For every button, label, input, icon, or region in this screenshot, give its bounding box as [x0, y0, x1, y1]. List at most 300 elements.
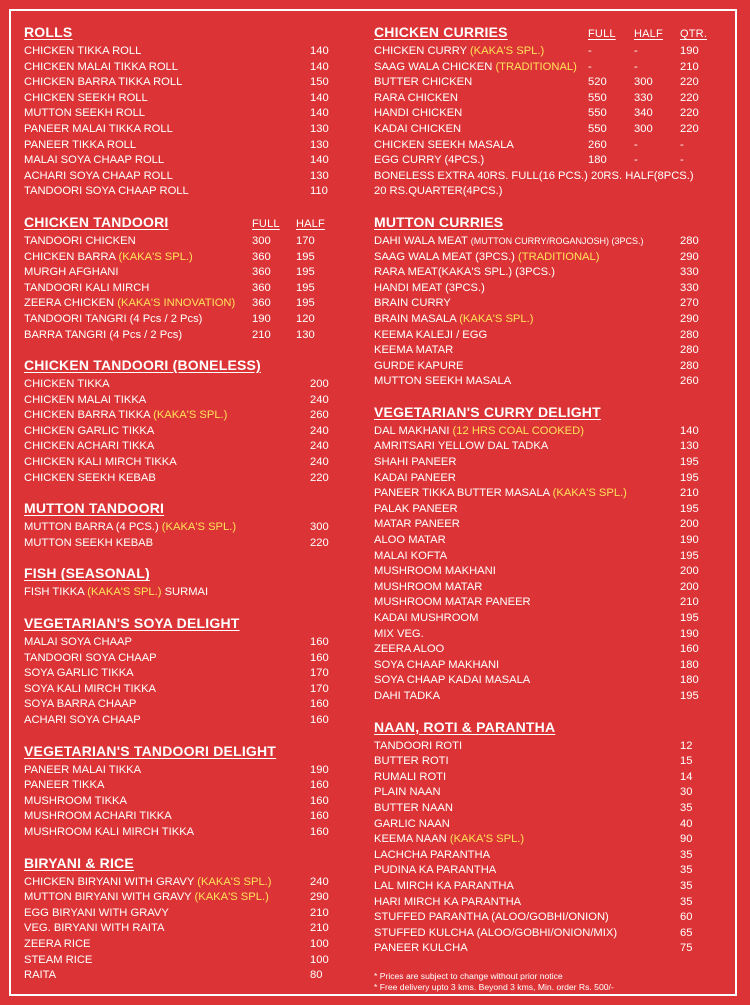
- menu-section: [24, 24, 340, 200]
- menu-item-name: [24, 682, 310, 698]
- menu-item-name: [374, 424, 680, 440]
- section-title-text: MUTTON TANDOORI: [24, 500, 165, 517]
- item-name-text: CHICKEN SEEKH MASALA: [374, 138, 514, 151]
- menu-item-name: [374, 611, 680, 627]
- item-name-text: ALOO MATAR: [374, 534, 446, 547]
- item-price: [310, 585, 340, 601]
- item-price: 190: [680, 627, 699, 640]
- menu-item: [374, 564, 712, 580]
- menu-item-name: [374, 879, 680, 895]
- menu-item: [374, 439, 712, 455]
- menu-section: [374, 214, 712, 390]
- menu-item-name: [24, 393, 310, 409]
- item-price: 360: [252, 297, 271, 310]
- menu-item: [24, 328, 340, 344]
- menu-item: [24, 763, 340, 779]
- item-price: 195: [296, 266, 315, 279]
- item-price: 35: [680, 801, 693, 814]
- menu-item: [374, 471, 712, 487]
- item-price: 550: [588, 91, 607, 104]
- menu-item-name: [374, 848, 680, 864]
- menu-item: [374, 673, 712, 689]
- menu-item-name: [24, 953, 310, 969]
- item-price: 220: [310, 471, 329, 484]
- item-special-tag: (KAKA'S SPL.): [469, 45, 545, 57]
- menu-item-name: [24, 153, 310, 169]
- item-special-tag: (KAKA'S SPL.): [459, 312, 534, 325]
- item-price: 180: [680, 658, 699, 671]
- menu-item-name: [24, 713, 310, 729]
- item-price: 120: [296, 312, 315, 325]
- item-price: 35: [680, 895, 693, 908]
- item-name-text: HARI MIRCH KA PARANTHA: [374, 895, 522, 908]
- item-price: 260: [588, 138, 607, 151]
- section-title-text: VEGETARIAN'S SOYA DELIGHT: [24, 615, 240, 632]
- menu-item-name: [24, 666, 310, 682]
- menu-item: [374, 580, 712, 596]
- item-price: 150: [310, 76, 329, 89]
- item-price: 290: [680, 250, 699, 263]
- item-price: 240: [310, 440, 329, 453]
- item-name-text: TANDOORI ROTI: [374, 739, 463, 752]
- menu-item-name: [374, 343, 680, 359]
- item-name-text: MUSHROOM ACHARI TIKKA: [24, 810, 172, 823]
- item-price: 280: [680, 344, 699, 357]
- item-name-text: PALAK PANEER: [374, 502, 458, 515]
- item-name-text: TANDOORI SOYA CHAAP: [24, 651, 157, 664]
- menu-item: [24, 794, 340, 810]
- menu-item-name: [24, 585, 310, 601]
- item-price: 210: [252, 328, 271, 341]
- item-price: 200: [310, 378, 329, 391]
- item-price: -: [634, 138, 638, 151]
- menu-item-name: [24, 875, 310, 891]
- menu-item-name: [24, 281, 252, 297]
- menu-item-name: [24, 424, 310, 440]
- item-name-text: TANDOORI SOYA CHAAP ROLL: [24, 185, 189, 198]
- menu-item-name: [24, 169, 310, 185]
- section-title-text: CHICKEN TANDOORI: [24, 213, 169, 230]
- section-title: [24, 855, 340, 871]
- menu-item-name: [374, 359, 680, 375]
- menu-item: [374, 517, 712, 533]
- item-name-text: RARA CHICKEN: [374, 91, 458, 104]
- menu-item-name: [374, 770, 680, 786]
- item-name-suffix: SURMAI: [161, 586, 209, 599]
- section-column-headers: [252, 218, 340, 230]
- item-name-text: MUTTON BARRA (4 PCS.): [24, 521, 159, 534]
- item-name-text: DAHI TADKA: [374, 689, 441, 702]
- menu-item: [374, 926, 712, 942]
- item-price: 290: [310, 891, 329, 904]
- item-name-text: BUTTER NAAN: [374, 801, 453, 814]
- menu-item: [374, 801, 712, 817]
- item-name-text: SAAG WALA MEAT (3PCS.): [374, 250, 515, 263]
- item-name-text: CHICKEN KALI MIRCH TIKKA: [24, 456, 177, 469]
- item-price: 200: [680, 518, 699, 531]
- menu-item-name: [374, 265, 680, 281]
- menu-item: [374, 611, 712, 627]
- menu-item-name: [24, 778, 310, 794]
- item-name-text: STUFFED KULCHA (ALOO/GOBHI/ONION/MIX): [374, 926, 618, 939]
- item-price: 160: [310, 698, 329, 711]
- menu-item-name: [374, 502, 680, 518]
- menu-item: [24, 60, 340, 76]
- menu-item-name: [374, 739, 680, 755]
- item-price: 14: [680, 770, 693, 783]
- menu-item-name: [24, 296, 252, 312]
- menu-item-name: [374, 153, 588, 169]
- item-price: 160: [310, 651, 329, 664]
- menu-item: [24, 455, 340, 471]
- menu-item: [24, 296, 340, 312]
- menu-item-name: [374, 785, 680, 801]
- item-price: 40: [680, 817, 693, 830]
- menu-item: [374, 328, 712, 344]
- menu-item: [24, 393, 340, 409]
- item-name-text: MUSHROOM MATAR PANEER: [374, 596, 531, 609]
- menu-item-name: [374, 517, 680, 533]
- item-name-text: VEG. BIRYANI WITH RAITA: [24, 922, 165, 935]
- footnote: * Free delivery upto 3 kms. Beyond 3 kms, Min. order Rs. 500/-: [374, 981, 614, 992]
- item-name-text: EGG BIRYANI WITH GRAVY: [24, 906, 169, 919]
- menu-item-name: [374, 549, 680, 565]
- item-name-text: PANEER KULCHA: [374, 942, 468, 955]
- item-price: 180: [680, 674, 699, 687]
- item-price: 195: [680, 612, 699, 624]
- menu-item-name: [374, 138, 588, 154]
- menu-item-name: [374, 926, 680, 942]
- item-price: 220: [680, 122, 699, 135]
- item-price: 170: [296, 234, 315, 247]
- menu-item: [24, 651, 340, 667]
- menu-item: [24, 825, 340, 841]
- item-price: 75: [680, 942, 693, 955]
- item-name-text: PANEER TIKKA ROLL: [24, 138, 137, 151]
- item-price: 180: [588, 154, 607, 167]
- menu-section: [24, 565, 340, 601]
- section-title: [24, 615, 340, 631]
- menu-item: [374, 153, 712, 169]
- menu-item-name: [374, 941, 680, 957]
- section-column-headers: [588, 28, 712, 40]
- menu-item: [374, 91, 712, 107]
- section-title-text: NAAN, ROTI & PARANTHA: [374, 718, 556, 735]
- menu-item: [374, 595, 712, 611]
- item-price: 15: [680, 755, 693, 768]
- item-name-text: BRAIN MASALA: [374, 312, 457, 325]
- item-price: 140: [680, 424, 699, 437]
- menu-item: [24, 234, 340, 250]
- item-special-tag: (KAKA'S SPL.): [552, 487, 627, 500]
- menu-item-name: [24, 439, 310, 455]
- item-price: 110: [310, 185, 328, 198]
- item-name-text: PANEER MALAI TIKKA ROLL: [24, 122, 173, 135]
- section-title-text: CHICKEN TANDOORI (BONELESS): [24, 357, 261, 374]
- menu-item: [24, 471, 340, 487]
- item-price: 100: [310, 953, 329, 966]
- menu-item: [374, 754, 712, 770]
- menu-item-name: [374, 595, 680, 611]
- menu-item: [374, 689, 712, 705]
- menu-section: [24, 500, 340, 551]
- menu-item: [24, 281, 340, 297]
- menu-item: [24, 44, 340, 60]
- item-name-text: BUTTER CHICKEN: [374, 76, 473, 89]
- menu-item-name: [374, 296, 680, 312]
- item-price: -: [588, 60, 592, 73]
- menu-item: [374, 312, 712, 328]
- menu-item: [374, 424, 712, 440]
- item-price: 195: [296, 281, 315, 294]
- item-price: 140: [310, 45, 329, 57]
- menu-item: [374, 486, 712, 502]
- item-name-text: LACHCHA PARANTHA: [374, 848, 491, 861]
- menu-item: [374, 359, 712, 375]
- item-price: 130: [310, 138, 329, 151]
- item-name-text: MUSHROOM MATAR: [374, 580, 483, 593]
- item-price: 190: [310, 763, 329, 776]
- item-name-text: DAL MAKHANI: [374, 424, 450, 437]
- menu-item-name: [24, 809, 310, 825]
- menu-section: [374, 404, 712, 705]
- item-special-tag: (KAKA'S SPL.): [197, 875, 272, 888]
- menu-item-name: [374, 832, 680, 848]
- item-price: 220: [680, 91, 699, 104]
- item-price: 330: [634, 91, 653, 104]
- item-price: 35: [680, 864, 693, 877]
- menu-item: [24, 713, 340, 729]
- item-price: 280: [680, 328, 699, 341]
- item-name-text: KEEMA NAAN: [374, 833, 447, 846]
- item-price: -: [588, 45, 592, 57]
- menu-item: [24, 106, 340, 122]
- menu-item-name: [24, 75, 310, 91]
- item-price: 140: [310, 60, 329, 73]
- menu-item-name: [24, 408, 310, 424]
- menu-item: [374, 234, 712, 250]
- menu-section: [24, 357, 340, 486]
- menu-item-name: [374, 75, 588, 91]
- section-title-text: BIRYANI & RICE: [24, 854, 134, 871]
- menu-item-name: [374, 250, 680, 266]
- menu-item-name: [374, 817, 680, 833]
- item-price: 90: [680, 833, 693, 846]
- menu-item: [24, 439, 340, 455]
- item-price: 190: [680, 534, 699, 547]
- menu-item: [374, 533, 712, 549]
- item-price: 130: [296, 328, 315, 341]
- menu-item: [374, 817, 712, 833]
- menu-item-name: [374, 439, 680, 455]
- item-price: 300: [634, 122, 653, 135]
- item-price: -: [634, 154, 638, 167]
- menu-section: [24, 214, 340, 343]
- item-price: 300: [634, 76, 653, 89]
- item-name-text: PUDINA KA PARANTHA: [374, 864, 497, 877]
- item-price: 210: [680, 60, 699, 73]
- item-name-text: CHICKEN MALAI TIKKA: [24, 393, 147, 406]
- item-special-tag: (KAKA'S SPL.): [118, 250, 193, 263]
- menu-item-name: [374, 234, 680, 250]
- item-price: 270: [680, 297, 699, 310]
- menu-item-name: [374, 44, 588, 60]
- item-price: 520: [588, 76, 607, 89]
- menu-item-name: [374, 106, 588, 122]
- menu-item-name: [24, 635, 310, 651]
- item-name-text: CHICKEN BARRA: [24, 250, 116, 263]
- menu-item-name: [24, 265, 252, 281]
- menu-item: [24, 122, 340, 138]
- section-title: [24, 743, 340, 759]
- item-price: 35: [680, 848, 693, 861]
- menu-item-name: [374, 471, 680, 487]
- item-price: 130: [310, 169, 329, 182]
- menu-item: [374, 895, 712, 911]
- item-price: 330: [680, 281, 699, 294]
- item-price: 240: [310, 424, 329, 437]
- item-price: 280: [680, 234, 699, 247]
- item-price: 65: [680, 926, 693, 939]
- item-name-text: BARRA TANGRI (4 Pcs / 2 Pcs): [24, 328, 183, 341]
- item-price: 220: [680, 107, 699, 120]
- item-price: 550: [588, 107, 607, 120]
- item-price: 340: [634, 107, 653, 120]
- item-price: 360: [252, 266, 271, 279]
- section-title-text: FISH (SEASONAL): [24, 565, 150, 582]
- menu-item: [24, 265, 340, 281]
- footnotes: [374, 971, 712, 993]
- menu-item: [24, 890, 340, 906]
- item-name-text: BUTTER ROTI: [374, 755, 449, 768]
- menu-item: [24, 585, 340, 601]
- item-name-text: SOYA GARLIC TIKKA: [24, 667, 134, 680]
- menu-item: [24, 666, 340, 682]
- menu-item-name: [24, 184, 310, 200]
- menu-item: [24, 91, 340, 107]
- menu-item-name: [374, 642, 680, 658]
- item-price: 80: [310, 969, 323, 982]
- item-name-text: HANDI CHICKEN: [374, 107, 463, 120]
- item-price: 190: [252, 312, 271, 325]
- item-special-tag: (TRADITIONAL): [495, 60, 577, 73]
- item-name-text: MIX VEG.: [374, 627, 424, 640]
- item-name-text: MALAI KOFTA: [374, 549, 448, 562]
- item-special-tag: (KAKA'S SPL.): [194, 891, 269, 904]
- item-special-tag: (KAKA'S INNOVATION): [117, 297, 236, 310]
- menu-item-name: [24, 697, 310, 713]
- item-price: 160: [310, 810, 329, 823]
- item-name-text: MUTTON SEEKH ROLL: [24, 107, 146, 120]
- menu-item: [24, 906, 340, 922]
- menu-item-name: [24, 906, 310, 922]
- item-price: 280: [680, 359, 699, 372]
- menu-item: [374, 343, 712, 359]
- menu-item-name: [374, 281, 680, 297]
- item-name-text: MUSHROOM KALI MIRCH TIKKA: [24, 825, 195, 838]
- section-title-text: ROLLS: [24, 24, 73, 40]
- item-name-text: KADAI PANEER: [374, 471, 456, 484]
- menu-item-name: [24, 921, 310, 937]
- menu-item: [374, 106, 712, 122]
- menu-item: [24, 424, 340, 440]
- item-name-text: SOYA BARRA CHAAP: [24, 698, 137, 711]
- menu-item-name: [24, 520, 310, 536]
- menu-item: [374, 138, 712, 154]
- item-name-text: KEEMA MATAR: [374, 344, 454, 357]
- item-price: 240: [310, 393, 329, 406]
- item-price: 200: [680, 565, 699, 578]
- item-name-text: MUSHROOM MAKHANI: [374, 565, 496, 578]
- menu-item-name: [24, 536, 310, 552]
- item-name-text: MUTTON SEEKH MASALA: [374, 375, 512, 388]
- item-name-text: ACHARI SOYA CHAAP: [24, 714, 141, 726]
- item-name-text: KADAI CHICKEN: [374, 122, 462, 135]
- section-title: [24, 24, 340, 40]
- menu-section: [24, 855, 340, 984]
- menu-item-name: [374, 328, 680, 344]
- menu-item: [374, 658, 712, 674]
- item-price: 170: [310, 682, 329, 695]
- item-name-text: EGG CURRY (4PCS.): [374, 154, 485, 167]
- item-price: 60: [680, 911, 693, 924]
- item-name-text: CHICKEN MALAI TIKKA ROLL: [24, 60, 178, 73]
- section-note: 20 RS.QUARTER(4PCS.): [374, 185, 503, 198]
- item-name-text: MUSHROOM TIKKA: [24, 794, 127, 807]
- menu-item: [24, 875, 340, 891]
- menu-item-name: [24, 234, 252, 250]
- item-detail: (MUTTON CURRY/ROGANJOSH) (3PCS.): [470, 235, 644, 246]
- item-name-text: MALAI SOYA CHAAP: [24, 636, 132, 649]
- menu-section: [24, 743, 340, 841]
- item-name-text: RARA MEAT(KAKA'S SPL.) (3PCS.): [374, 266, 555, 279]
- item-special-tag: (12 HRS COAL COOKED): [452, 424, 584, 437]
- menu-item: [24, 169, 340, 185]
- item-price: -: [634, 60, 638, 73]
- menu-item: [374, 642, 712, 658]
- item-name-text: SAAG WALA CHICKEN: [374, 60, 493, 73]
- item-price: 195: [296, 250, 315, 263]
- menu-item-name: [24, 890, 310, 906]
- menu-section: [24, 615, 340, 729]
- item-price: 210: [680, 487, 699, 500]
- section-title: [374, 404, 712, 420]
- menu-item: [374, 75, 712, 91]
- item-name-text: SHAHI PANEER: [374, 456, 457, 469]
- item-special-tag: (KAKA'S SPL.): [449, 833, 525, 846]
- menu-item: [24, 184, 340, 200]
- item-price: 300: [252, 234, 271, 247]
- item-name-text: PLAIN NAAN: [374, 786, 441, 799]
- item-name-text: CHICKEN ACHARI TIKKA: [24, 440, 155, 453]
- menu-item: [374, 265, 712, 281]
- item-name-text: AMRITSARI YELLOW DAL TADKA: [374, 440, 549, 453]
- item-name-text: MUTTON BIRYANI WITH GRAVY: [24, 891, 192, 904]
- menu-item-name: [24, 312, 252, 328]
- column-header: FULL: [588, 28, 616, 40]
- item-name-text: CHICKEN TIKKA ROLL: [24, 45, 142, 57]
- item-price: 100: [310, 937, 329, 950]
- menu-item-name: [374, 374, 680, 390]
- menu-item-name: [24, 825, 310, 841]
- section-note: BONELESS EXTRA 40RS. FULL(16 PCS.) 20RS. HALF(8PCS.): [374, 169, 694, 182]
- item-price: 195: [680, 456, 699, 469]
- menu-item: [24, 778, 340, 794]
- menu-item-name: [24, 455, 310, 471]
- item-name-text: PANEER MALAI TIKKA: [24, 763, 142, 776]
- menu-item: [374, 549, 712, 565]
- item-price: 330: [680, 266, 699, 279]
